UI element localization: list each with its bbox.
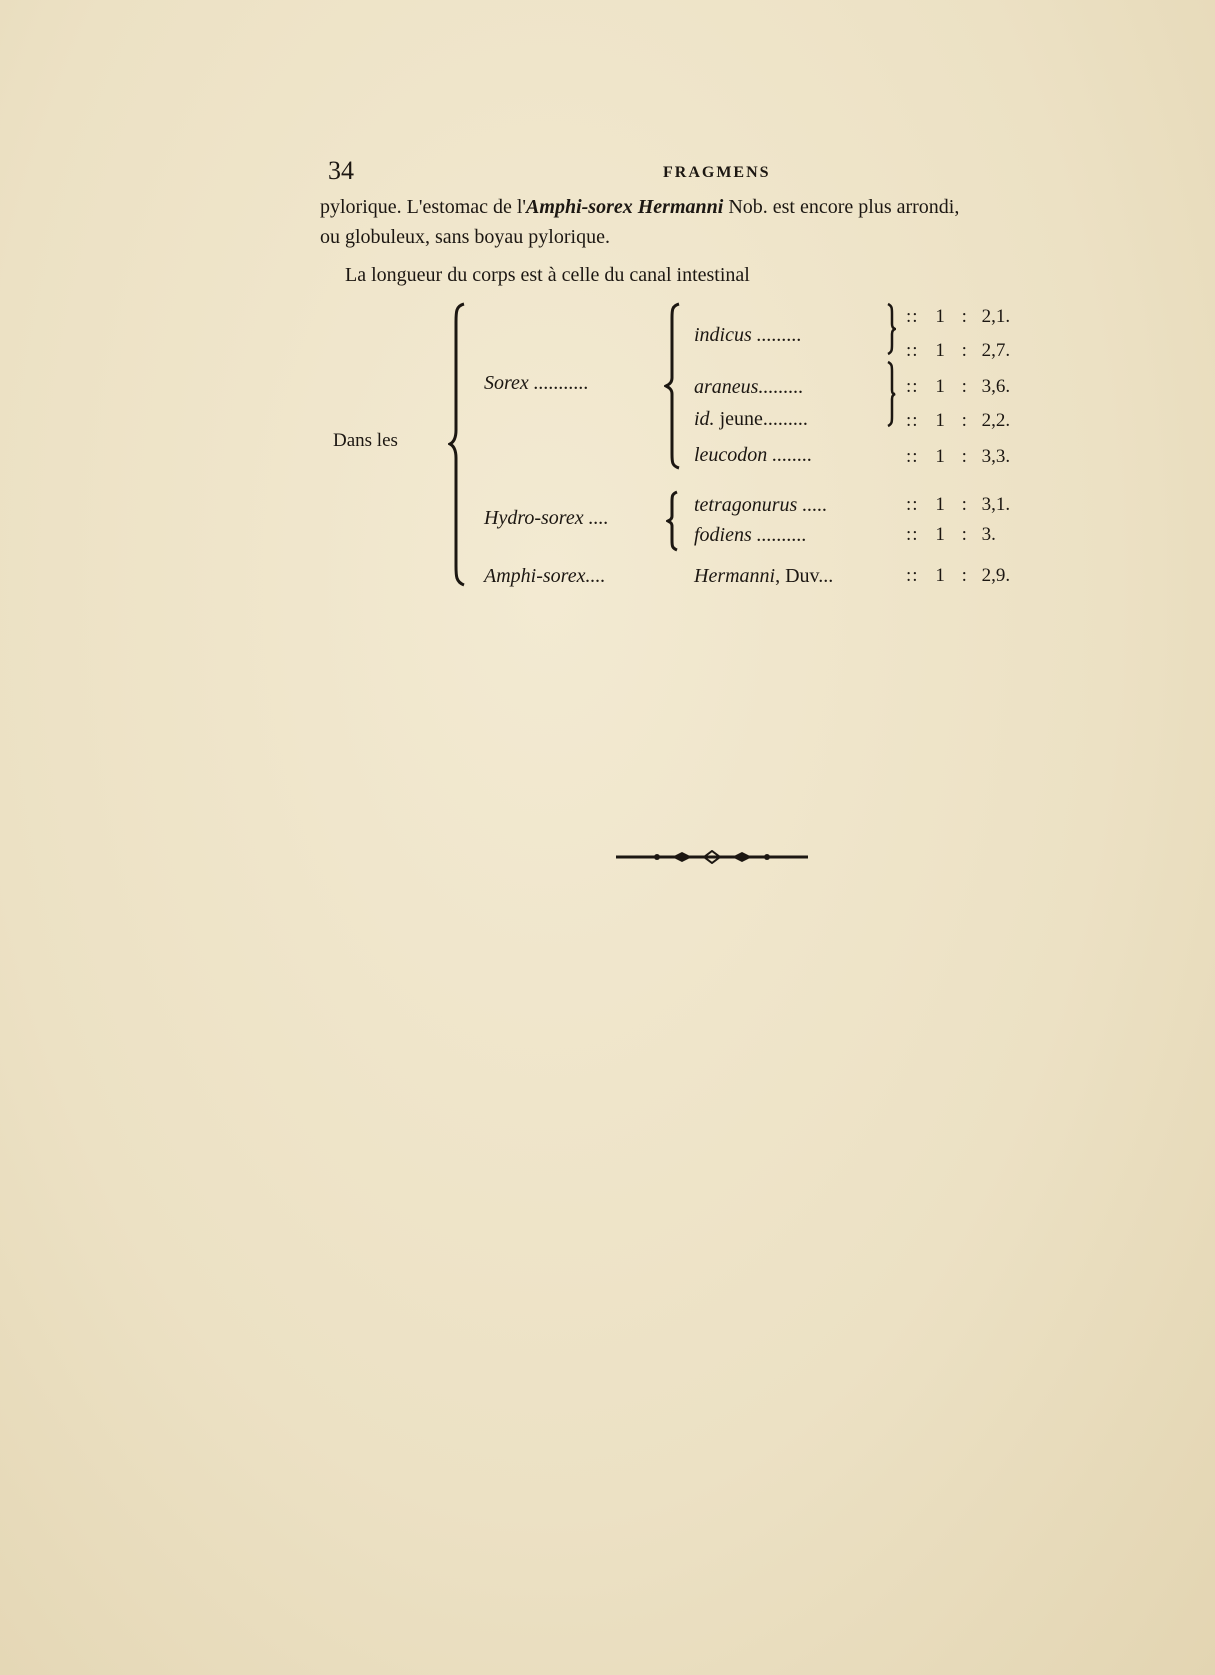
outer-brace bbox=[448, 302, 468, 587]
ratio-row-3 bbox=[906, 376, 1010, 398]
ratio-colon: : bbox=[961, 494, 967, 515]
ratio-right: 3. bbox=[981, 524, 996, 545]
ratio-left: 1 bbox=[935, 306, 945, 327]
ratio-sep: :: bbox=[906, 376, 919, 397]
ratio-left: 1 bbox=[935, 446, 945, 467]
ratio-sep: :: bbox=[906, 494, 919, 515]
species-hermanni-name: Hermanni bbox=[694, 565, 776, 587]
species-hermanni-author: , Duv... bbox=[775, 565, 834, 587]
species-fodiens: fodiens .......... bbox=[694, 524, 807, 546]
species-tetragonurus: tetragonurus ..... bbox=[694, 494, 828, 516]
running-title: FRAGMENS bbox=[663, 164, 771, 181]
ratio-right: 2,2. bbox=[981, 410, 1011, 431]
ratio-colon: : bbox=[961, 376, 967, 397]
ratio-row-5 bbox=[906, 446, 1010, 468]
ratio-sep: :: bbox=[906, 524, 919, 545]
species-hermanni bbox=[694, 565, 833, 588]
ratio-right: 2,9. bbox=[981, 565, 1011, 586]
ratio-colon: : bbox=[961, 524, 967, 545]
species-indicus: indicus ......... bbox=[694, 324, 802, 346]
genus-hydro-sorex: Hydro-sorex .... bbox=[484, 507, 609, 529]
ratio-left: 1 bbox=[935, 410, 945, 431]
ratio-left: 1 bbox=[935, 494, 945, 515]
ratio-row-7 bbox=[906, 524, 996, 546]
species-jeune: jeune......... bbox=[714, 408, 808, 430]
ratio-left: 1 bbox=[935, 340, 945, 361]
species-araneus: araneus......... bbox=[694, 376, 804, 398]
ratio-row-8 bbox=[906, 565, 1010, 587]
ratio-sep: :: bbox=[906, 306, 919, 327]
hydro-sorex-brace bbox=[666, 490, 680, 552]
ratio-row-2 bbox=[906, 340, 1010, 362]
right-brace-1 bbox=[886, 302, 896, 356]
genus-amphi-sorex: Amphi-sorex.... bbox=[484, 565, 606, 587]
paragraph-line-2: ou globuleux, sans boyau pylorique. bbox=[320, 226, 610, 248]
ratio-colon: : bbox=[961, 565, 967, 586]
lead-label: Dans les bbox=[333, 430, 398, 451]
ratio-colon: : bbox=[961, 446, 967, 467]
ornament-divider-icon bbox=[612, 850, 812, 864]
intro-line: La longueur du corps est à celle du canal intestinal bbox=[345, 264, 750, 286]
line1-before: pylorique. L'estomac de l' bbox=[320, 196, 527, 218]
species-id-abbrev: id. bbox=[694, 408, 715, 430]
ratio-row-6 bbox=[906, 494, 1010, 516]
ratio-colon: : bbox=[961, 410, 967, 431]
ratio-left: 1 bbox=[935, 376, 945, 397]
ratio-sep: :: bbox=[906, 446, 919, 467]
ratio-right: 3,3. bbox=[981, 446, 1011, 467]
ratio-left: 1 bbox=[935, 524, 945, 545]
ratio-sep: :: bbox=[906, 565, 919, 586]
ratio-right: 2,1. bbox=[981, 306, 1011, 327]
species-id-jeune bbox=[694, 408, 808, 431]
paragraph-line-1 bbox=[320, 196, 959, 219]
page-number: 34 bbox=[328, 156, 354, 185]
line1-after: Nob. est encore plus arrondi, bbox=[723, 196, 960, 218]
ratio-sep: :: bbox=[906, 410, 919, 431]
ratio-colon: : bbox=[961, 340, 967, 361]
ratio-right: 3,6. bbox=[981, 376, 1011, 397]
ratio-row-4 bbox=[906, 410, 1010, 432]
sorex-brace bbox=[664, 302, 682, 470]
ratio-right: 3,1. bbox=[981, 494, 1011, 515]
species-leucodon: leucodon ........ bbox=[694, 444, 813, 466]
ratio-sep: :: bbox=[906, 340, 919, 361]
right-brace-2 bbox=[886, 360, 896, 428]
ratio-colon: : bbox=[961, 306, 967, 327]
ratio-left: 1 bbox=[935, 565, 945, 586]
genus-sorex: Sorex ........... bbox=[484, 372, 589, 394]
ratio-row-1 bbox=[906, 306, 1010, 328]
ratio-right: 2,7. bbox=[981, 340, 1011, 361]
line1-genus: Amphi-sorex Hermanni bbox=[526, 196, 724, 218]
